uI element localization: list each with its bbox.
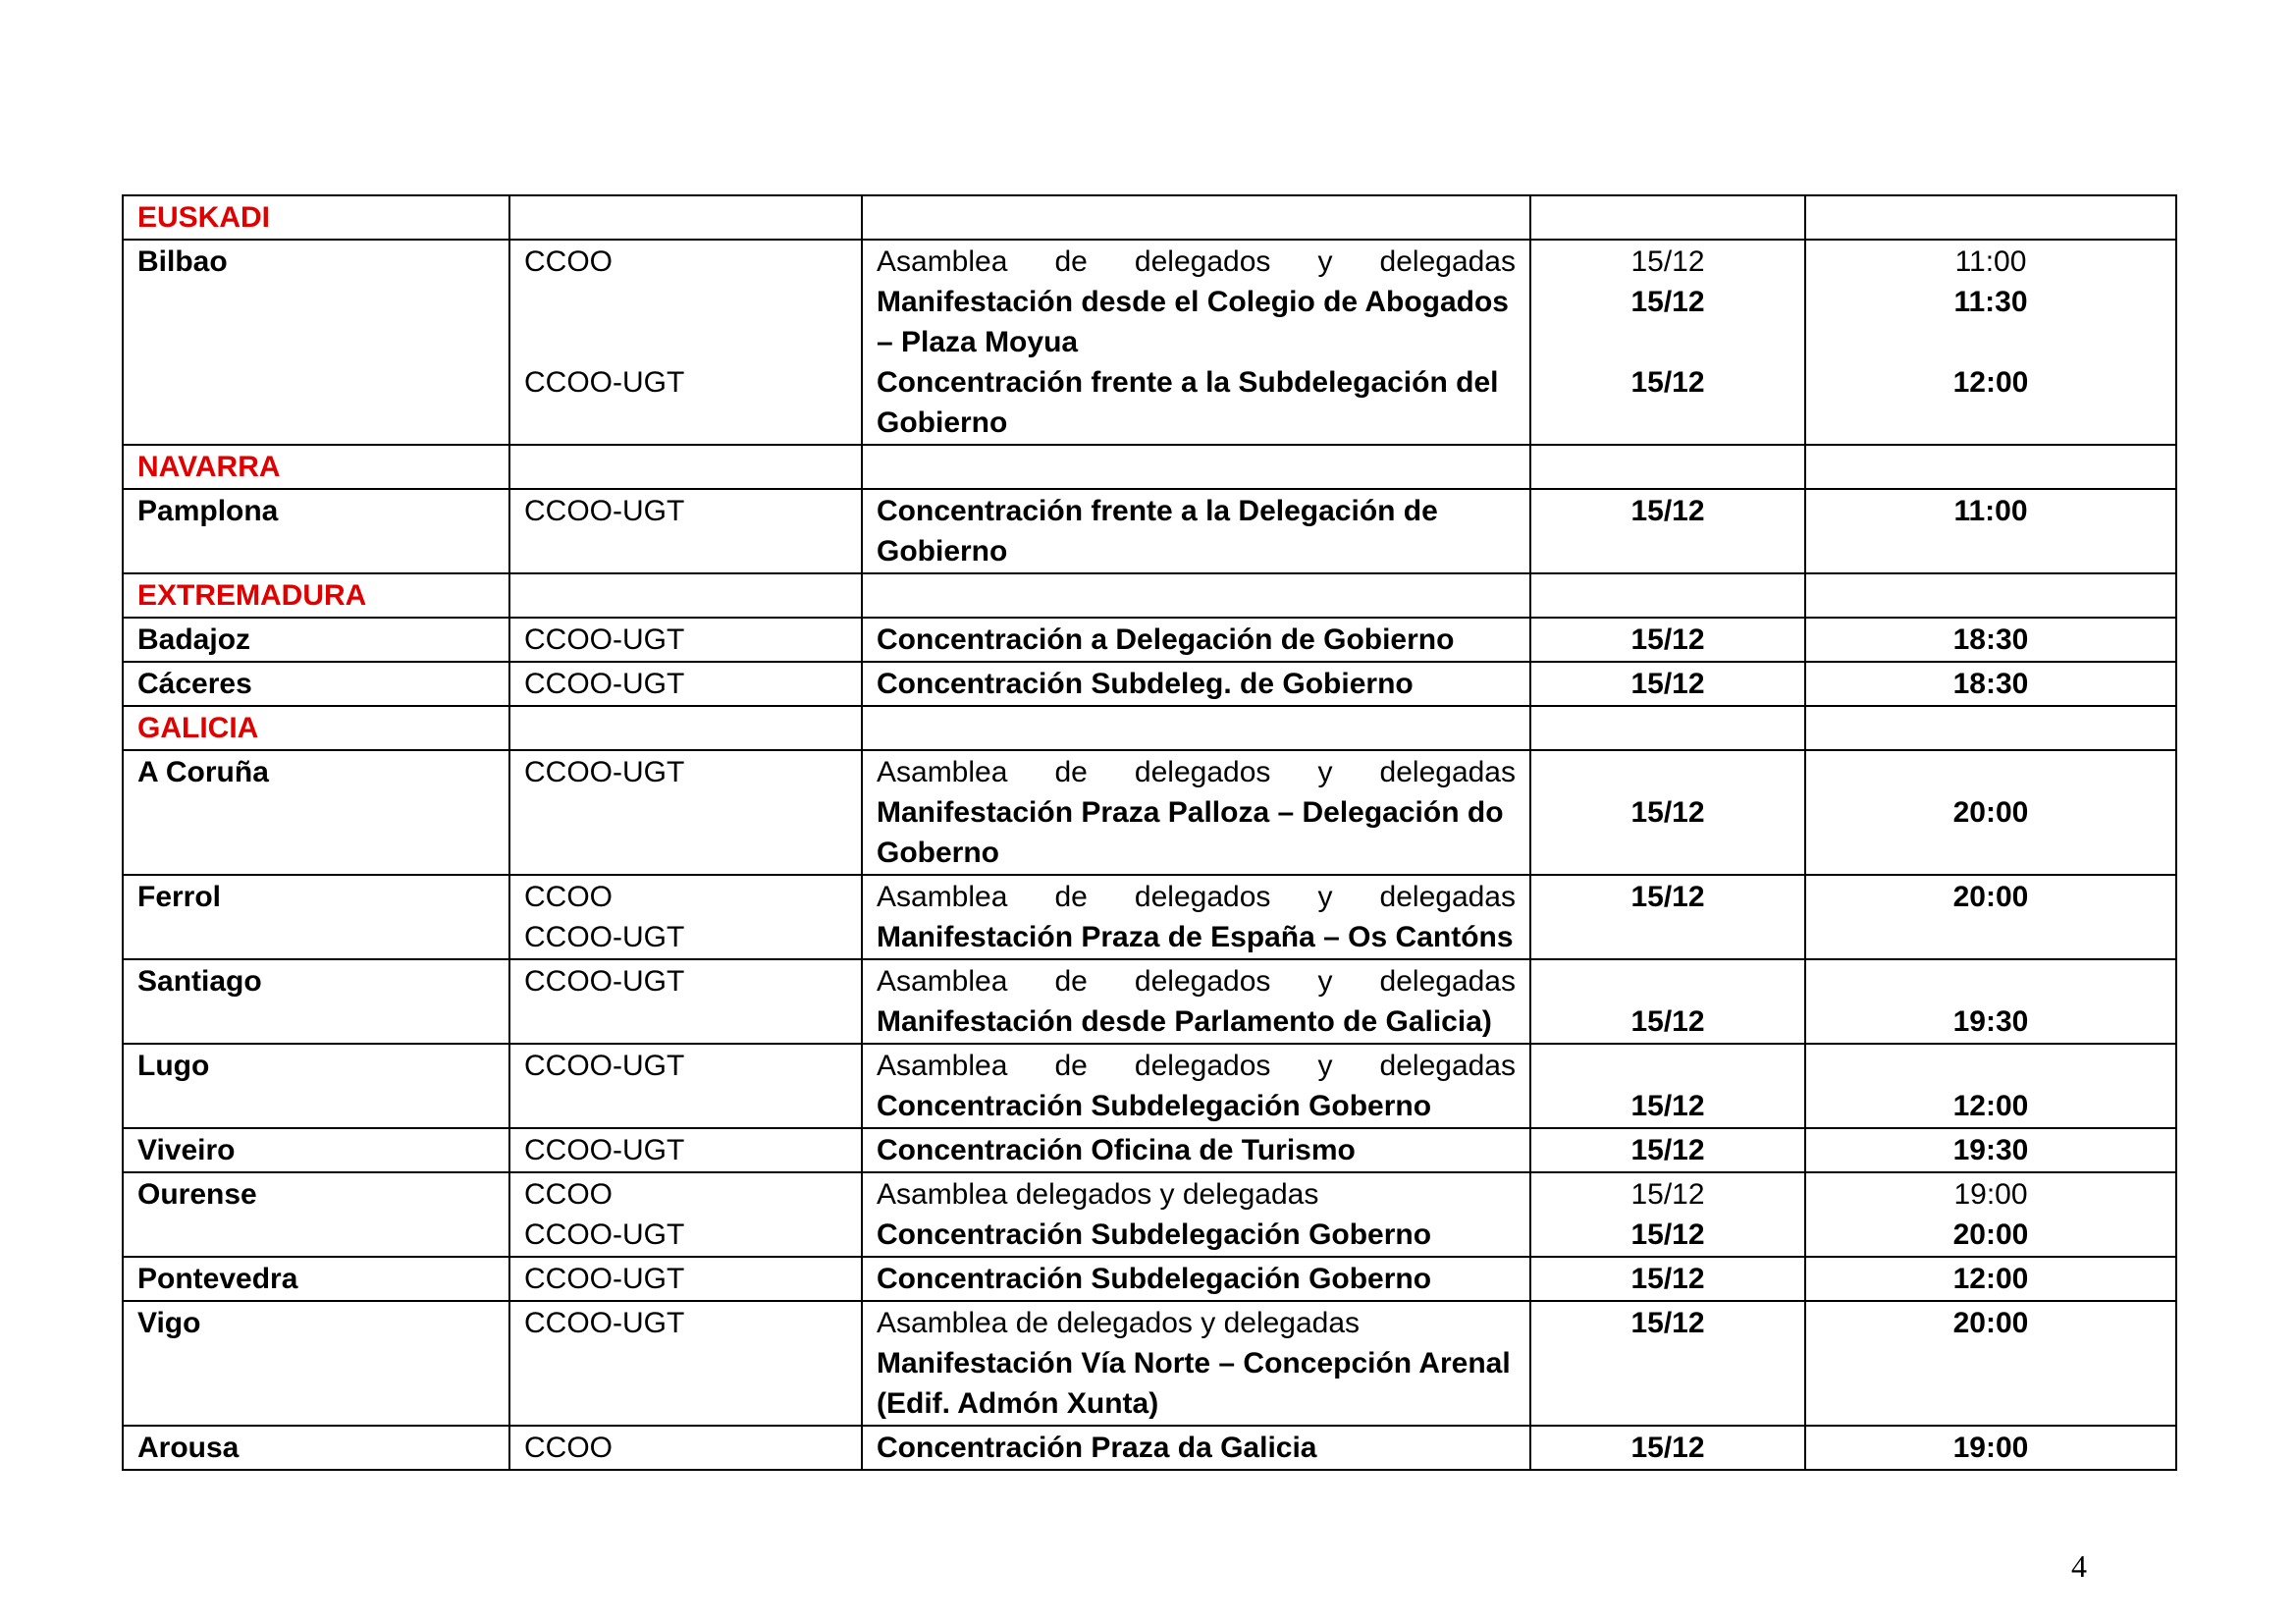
date-cell bbox=[1530, 489, 1805, 573]
city-cell bbox=[123, 1172, 509, 1257]
time-cell bbox=[1805, 875, 2176, 959]
time: 20:00 bbox=[1952, 1307, 2029, 1339]
time: 12:00 bbox=[1952, 366, 2029, 399]
time-cell bbox=[1805, 618, 2176, 662]
city-cell bbox=[123, 1301, 509, 1426]
table-row bbox=[123, 875, 2176, 959]
city-name: Cáceres bbox=[137, 668, 252, 700]
organizer: CCOO-UGT bbox=[524, 1263, 685, 1295]
action-text: Manifestación Vía Norte – Concepción Arenal (Edif. Admón Xunta) bbox=[877, 1347, 1511, 1420]
action-cell bbox=[862, 1426, 1530, 1470]
date: 15/12 bbox=[1630, 366, 1705, 399]
organizer-cell bbox=[509, 1426, 862, 1470]
table-row bbox=[123, 1301, 2176, 1426]
table-row bbox=[123, 662, 2176, 706]
city-name: Badajoz bbox=[137, 623, 251, 656]
region-row bbox=[123, 195, 2176, 240]
time: 19:30 bbox=[1952, 1134, 2029, 1166]
time-cell bbox=[1805, 750, 2176, 875]
time-cell bbox=[1805, 1128, 2176, 1172]
organizer: CCOO-UGT bbox=[524, 756, 685, 788]
action-text: Asamblea de delegados y delegadas bbox=[877, 965, 1516, 998]
region-row bbox=[123, 573, 2176, 618]
city-name: Ourense bbox=[137, 1178, 257, 1211]
table-row bbox=[123, 1426, 2176, 1470]
organizer-cell bbox=[509, 662, 862, 706]
action-cell bbox=[862, 662, 1530, 706]
line-spacer bbox=[1545, 752, 1790, 792]
organizer: CCOO bbox=[524, 881, 613, 913]
city-name: Pontevedra bbox=[137, 1263, 298, 1295]
table-row bbox=[123, 489, 2176, 573]
line-spacer bbox=[524, 322, 847, 362]
city-cell bbox=[123, 875, 509, 959]
date: 15/12 bbox=[1630, 286, 1705, 318]
organizer: CCOO-UGT bbox=[524, 495, 685, 527]
organizer: CCOO-UGT bbox=[524, 1218, 685, 1251]
region-name: EUSKADI bbox=[137, 201, 271, 234]
action-cell bbox=[862, 1128, 1530, 1172]
empty-cell bbox=[862, 706, 1530, 750]
organizer: CCOO-UGT bbox=[524, 1307, 685, 1339]
action-text: Concentración Oficina de Turismo bbox=[877, 1134, 1356, 1166]
time: 12:00 bbox=[1952, 1263, 2029, 1295]
date: 15/12 bbox=[1630, 1307, 1705, 1339]
page-number: 4 bbox=[2071, 1548, 2087, 1584]
time-cell bbox=[1805, 489, 2176, 573]
table-row bbox=[123, 240, 2176, 445]
time: 18:30 bbox=[1952, 668, 2029, 700]
date: 15/12 bbox=[1630, 1432, 1705, 1464]
organizer: CCOO bbox=[524, 1178, 613, 1211]
region-name: GALICIA bbox=[137, 712, 259, 744]
action-text: Asamblea de delegados y delegadas bbox=[877, 756, 1516, 788]
empty-cell bbox=[862, 445, 1530, 489]
organizer: CCOO-UGT bbox=[524, 623, 685, 656]
organizer-cell bbox=[509, 875, 862, 959]
empty-cell bbox=[509, 706, 862, 750]
action-cell bbox=[862, 1301, 1530, 1426]
action-text: Asamblea de delegados y delegadas bbox=[877, 245, 1516, 278]
organizer: CCOO-UGT bbox=[524, 965, 685, 998]
region-cell bbox=[123, 195, 509, 240]
date-cell bbox=[1530, 240, 1805, 445]
action-text: Concentración Subdelegación Goberno bbox=[877, 1090, 1432, 1122]
action-text: Concentración frente a la Subdelegación del Gobierno bbox=[877, 366, 1499, 439]
empty-cell bbox=[862, 573, 1530, 618]
organizer-cell bbox=[509, 618, 862, 662]
date: 15/12 bbox=[1630, 1218, 1705, 1251]
table-body bbox=[123, 195, 2176, 1470]
organizer: CCOO bbox=[524, 1432, 613, 1464]
city-cell bbox=[123, 750, 509, 875]
action-text: Concentración Praza da Galicia bbox=[877, 1432, 1317, 1464]
organizer: CCOO-UGT bbox=[524, 921, 685, 953]
time: 20:00 bbox=[1952, 796, 2029, 829]
action-text: Asamblea de delegados y delegadas bbox=[877, 881, 1516, 913]
action-cell bbox=[862, 875, 1530, 959]
empty-cell bbox=[1805, 195, 2176, 240]
time: 19:30 bbox=[1952, 1005, 2029, 1038]
line-spacer bbox=[1820, 1046, 2162, 1086]
table-row bbox=[123, 618, 2176, 662]
time-cell bbox=[1805, 959, 2176, 1044]
time: 11:00 bbox=[1953, 495, 2028, 527]
date-cell bbox=[1530, 1128, 1805, 1172]
line-spacer bbox=[1820, 322, 2162, 362]
organizer: CCOO-UGT bbox=[524, 668, 685, 700]
empty-cell bbox=[1805, 573, 2176, 618]
time-cell bbox=[1805, 1044, 2176, 1128]
organizer-cell bbox=[509, 240, 862, 445]
date-cell bbox=[1530, 750, 1805, 875]
table-row bbox=[123, 750, 2176, 875]
line-spacer bbox=[1820, 752, 2162, 792]
line-spacer bbox=[524, 282, 847, 322]
region-cell bbox=[123, 706, 509, 750]
organizer-cell bbox=[509, 959, 862, 1044]
city-name: Viveiro bbox=[137, 1134, 236, 1166]
organizer-cell bbox=[509, 1257, 862, 1301]
city-name: Arousa bbox=[137, 1432, 240, 1464]
date-cell bbox=[1530, 1257, 1805, 1301]
date-cell bbox=[1530, 959, 1805, 1044]
time: 18:30 bbox=[1952, 623, 2029, 656]
date: 15/12 bbox=[1630, 1005, 1705, 1038]
mobilizations-table bbox=[122, 194, 2177, 1471]
action-text: Asamblea delegados y delegadas bbox=[877, 1178, 1319, 1211]
organizer: CCOO bbox=[524, 245, 613, 278]
time: 11:30 bbox=[1953, 286, 2028, 318]
table-row bbox=[123, 1128, 2176, 1172]
city-cell bbox=[123, 618, 509, 662]
action-text: Concentración Subdeleg. de Gobierno bbox=[877, 668, 1414, 700]
time: 12:00 bbox=[1952, 1090, 2029, 1122]
time-cell bbox=[1805, 1172, 2176, 1257]
action-text: Manifestación desde Parlamento de Galicia) bbox=[877, 1005, 1492, 1038]
date-cell bbox=[1530, 1044, 1805, 1128]
time-cell bbox=[1805, 1301, 2176, 1426]
city-name: Ferrol bbox=[137, 881, 222, 913]
empty-cell bbox=[509, 573, 862, 618]
organizer-cell bbox=[509, 750, 862, 875]
date-cell bbox=[1530, 662, 1805, 706]
time-cell bbox=[1805, 240, 2176, 445]
city-cell bbox=[123, 240, 509, 445]
region-cell bbox=[123, 573, 509, 618]
action-cell bbox=[862, 489, 1530, 573]
city-cell bbox=[123, 1044, 509, 1128]
date: 15/12 bbox=[1630, 1134, 1705, 1166]
empty-cell bbox=[862, 195, 1530, 240]
date-cell bbox=[1530, 875, 1805, 959]
action-text: Manifestación Praza de España – Os Cantóns bbox=[877, 921, 1514, 953]
line-spacer bbox=[1545, 961, 1790, 1001]
empty-cell bbox=[1805, 706, 2176, 750]
region-name: NAVARRA bbox=[137, 451, 281, 483]
date: 15/12 bbox=[1630, 1178, 1705, 1211]
city-name: Pamplona bbox=[137, 495, 279, 527]
action-text: Concentración a Delegación de Gobierno bbox=[877, 623, 1455, 656]
city-name: Santiago bbox=[137, 965, 262, 998]
organizer: CCOO-UGT bbox=[524, 1050, 685, 1082]
empty-cell bbox=[1530, 195, 1805, 240]
line-spacer bbox=[1820, 961, 2162, 1001]
empty-cell bbox=[1530, 706, 1805, 750]
region-row bbox=[123, 445, 2176, 489]
date: 15/12 bbox=[1630, 245, 1705, 278]
city-cell bbox=[123, 1128, 509, 1172]
organizer-cell bbox=[509, 1044, 862, 1128]
city-cell bbox=[123, 959, 509, 1044]
date: 15/12 bbox=[1630, 668, 1705, 700]
city-name: Vigo bbox=[137, 1307, 201, 1339]
city-cell bbox=[123, 662, 509, 706]
city-name: Bilbao bbox=[137, 245, 228, 278]
date: 15/12 bbox=[1630, 623, 1705, 656]
organizer: CCOO-UGT bbox=[524, 366, 685, 399]
action-text: Concentración Subdelegación Goberno bbox=[877, 1218, 1432, 1251]
time: 20:00 bbox=[1952, 1218, 2029, 1251]
date: 15/12 bbox=[1630, 495, 1705, 527]
empty-cell bbox=[509, 445, 862, 489]
action-cell bbox=[862, 618, 1530, 662]
city-name: Lugo bbox=[137, 1050, 210, 1082]
organizer-cell bbox=[509, 1172, 862, 1257]
city-cell bbox=[123, 489, 509, 573]
action-cell bbox=[862, 240, 1530, 445]
date: 15/12 bbox=[1630, 796, 1705, 829]
date-cell bbox=[1530, 1426, 1805, 1470]
city-cell bbox=[123, 1426, 509, 1470]
region-cell bbox=[123, 445, 509, 489]
city-cell bbox=[123, 1257, 509, 1301]
empty-cell bbox=[1805, 445, 2176, 489]
date-cell bbox=[1530, 618, 1805, 662]
action-text: Asamblea de delegados y delegadas bbox=[877, 1307, 1361, 1339]
date: 15/12 bbox=[1630, 881, 1705, 913]
city-name: A Coruña bbox=[137, 756, 269, 788]
organizer-cell bbox=[509, 1128, 862, 1172]
action-cell bbox=[862, 1044, 1530, 1128]
action-text: Concentración Subdelegación Goberno bbox=[877, 1263, 1432, 1295]
time: 11:00 bbox=[1954, 245, 2027, 278]
line-spacer bbox=[1545, 1046, 1790, 1086]
empty-cell bbox=[1530, 445, 1805, 489]
table-row bbox=[123, 1044, 2176, 1128]
table-row bbox=[123, 959, 2176, 1044]
time-cell bbox=[1805, 662, 2176, 706]
date: 15/12 bbox=[1630, 1263, 1705, 1295]
action-cell bbox=[862, 959, 1530, 1044]
date-cell bbox=[1530, 1172, 1805, 1257]
time: 20:00 bbox=[1952, 881, 2029, 913]
time-cell bbox=[1805, 1257, 2176, 1301]
organizer-cell bbox=[509, 489, 862, 573]
empty-cell bbox=[509, 195, 862, 240]
table-row bbox=[123, 1172, 2176, 1257]
action-cell bbox=[862, 750, 1530, 875]
table-row bbox=[123, 1257, 2176, 1301]
region-name: EXTREMADURA bbox=[137, 579, 367, 612]
time-cell bbox=[1805, 1426, 2176, 1470]
action-text: Manifestación desde el Colegio de Abogados – Plaza Moyua bbox=[877, 286, 1509, 358]
organizer: CCOO-UGT bbox=[524, 1134, 685, 1166]
empty-cell bbox=[1530, 573, 1805, 618]
action-text: Concentración frente a la Delegación de Gobierno bbox=[877, 495, 1438, 568]
date-cell bbox=[1530, 1301, 1805, 1426]
action-text: Manifestación Praza Palloza – Delegación do Goberno bbox=[877, 796, 1504, 869]
time: 19:00 bbox=[1952, 1432, 2029, 1464]
line-spacer bbox=[1545, 322, 1790, 362]
date: 15/12 bbox=[1630, 1090, 1705, 1122]
time: 19:00 bbox=[1953, 1178, 2028, 1211]
action-text: Asamblea de delegados y delegadas bbox=[877, 1050, 1516, 1082]
organizer-cell bbox=[509, 1301, 862, 1426]
action-cell bbox=[862, 1257, 1530, 1301]
region-row bbox=[123, 706, 2176, 750]
action-cell bbox=[862, 1172, 1530, 1257]
